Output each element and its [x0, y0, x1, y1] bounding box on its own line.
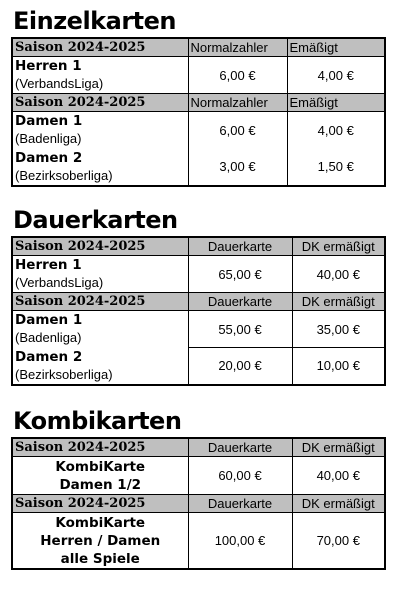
season-label: Saison 2024-2025	[12, 237, 188, 256]
team-league: (Badenliga)	[15, 330, 82, 345]
team-league: (Bezirksoberliga)	[15, 167, 113, 183]
table-row	[12, 457, 385, 495]
price-dauerkarte: 20,00 €	[188, 348, 292, 385]
column-header-ermaessigt: Emäßigt	[287, 38, 385, 57]
team-name: Herren 1	[15, 58, 82, 74]
price-dk-ermaessigt: 35,00 €	[292, 311, 385, 348]
column-header-dk-ermaessigt: DK ermäßigt	[292, 495, 385, 513]
season-header-row	[12, 38, 385, 57]
table-row	[12, 311, 385, 348]
season-label: Saison 2024-2025	[12, 94, 188, 112]
price-dk-ermaessigt: 10,00 €	[292, 348, 385, 385]
column-header-dk-ermaessigt: DK ermäßigt	[292, 293, 385, 311]
column-header-normalzahler: Normalzahler	[188, 38, 287, 57]
price-normal: 6,00 €	[188, 112, 287, 149]
season-label: Saison 2024-2025	[12, 38, 188, 57]
table-row	[12, 256, 385, 293]
column-header-normalzahler: Normalzahler	[188, 94, 287, 112]
price-normal: 3,00 €	[188, 149, 287, 186]
column-header-dauerkarte: Dauerkarte	[188, 438, 292, 457]
table-row	[12, 513, 385, 570]
price-dk-ermaessigt: 40,00 €	[292, 457, 385, 495]
kombi-name-line: Damen 1/2	[59, 477, 142, 493]
column-header-dauerkarte: Dauerkarte	[188, 237, 292, 256]
team-name: Damen 2	[15, 149, 83, 166]
section-title-einzelkarten: Einzelkarten	[13, 7, 177, 35]
team-league: (Badenliga)	[15, 131, 82, 146]
team-league: (Bezirksoberliga)	[15, 366, 113, 382]
team-cell	[12, 57, 188, 94]
kombi-name-line: KombiKarte	[55, 515, 146, 531]
price-dauerkarte: 65,00 €	[188, 256, 292, 293]
kombi-name-line: alle Spiele	[60, 551, 140, 567]
team-name: Damen 1	[15, 312, 83, 328]
price-dauerkarte: 60,00 €	[188, 457, 292, 495]
price-dk-ermaessigt: 70,00 €	[292, 513, 385, 570]
einzelkarten-table	[11, 37, 386, 187]
price-normal: 6,00 €	[188, 57, 287, 94]
team-cell	[12, 348, 188, 385]
kombikarten-table	[11, 437, 386, 570]
season-header-row	[12, 293, 385, 311]
season-header-row	[12, 237, 385, 256]
table-row	[12, 112, 385, 149]
season-header-row	[12, 94, 385, 112]
column-header-ermaessigt: Emäßigt	[287, 94, 385, 112]
section-title-kombikarten: Kombikarten	[13, 407, 182, 435]
season-header-row	[12, 495, 385, 513]
season-label: Saison 2024-2025	[12, 495, 188, 513]
dauerkarten-table	[11, 236, 386, 386]
team-cell	[12, 256, 188, 293]
table-row	[12, 149, 385, 186]
price-dauerkarte: 55,00 €	[188, 311, 292, 348]
price-dk-ermaessigt: 40,00 €	[292, 256, 385, 293]
team-cell	[12, 457, 188, 495]
section-title-dauerkarten: Dauerkarten	[13, 206, 178, 234]
team-league: (VerbandsLiga)	[15, 275, 104, 290]
season-header-row	[12, 438, 385, 457]
kombi-name-line: Herren / Damen	[40, 533, 161, 549]
team-cell	[12, 112, 188, 149]
table-row	[12, 57, 385, 94]
price-reduced: 4,00 €	[287, 112, 385, 149]
team-cell	[12, 149, 188, 186]
price-dauerkarte: 100,00 €	[188, 513, 292, 570]
column-header-dk-ermaessigt: DK ermäßigt	[292, 438, 385, 457]
column-header-dauerkarte: Dauerkarte	[188, 495, 292, 513]
season-label: Saison 2024-2025	[12, 293, 188, 311]
team-cell	[12, 311, 188, 348]
team-name: Herren 1	[15, 257, 82, 273]
column-header-dauerkarte: Dauerkarte	[188, 293, 292, 311]
kombi-name-line: KombiKarte	[55, 459, 146, 475]
team-league: (VerbandsLiga)	[15, 76, 104, 91]
team-cell	[12, 513, 188, 570]
column-header-dk-ermaessigt: DK ermäßigt	[292, 237, 385, 256]
price-reduced: 4,00 €	[287, 57, 385, 94]
price-reduced: 1,50 €	[287, 149, 385, 186]
team-name: Damen 1	[15, 113, 83, 129]
season-label: Saison 2024-2025	[12, 438, 188, 457]
team-name: Damen 2	[15, 348, 83, 365]
table-row	[12, 348, 385, 385]
